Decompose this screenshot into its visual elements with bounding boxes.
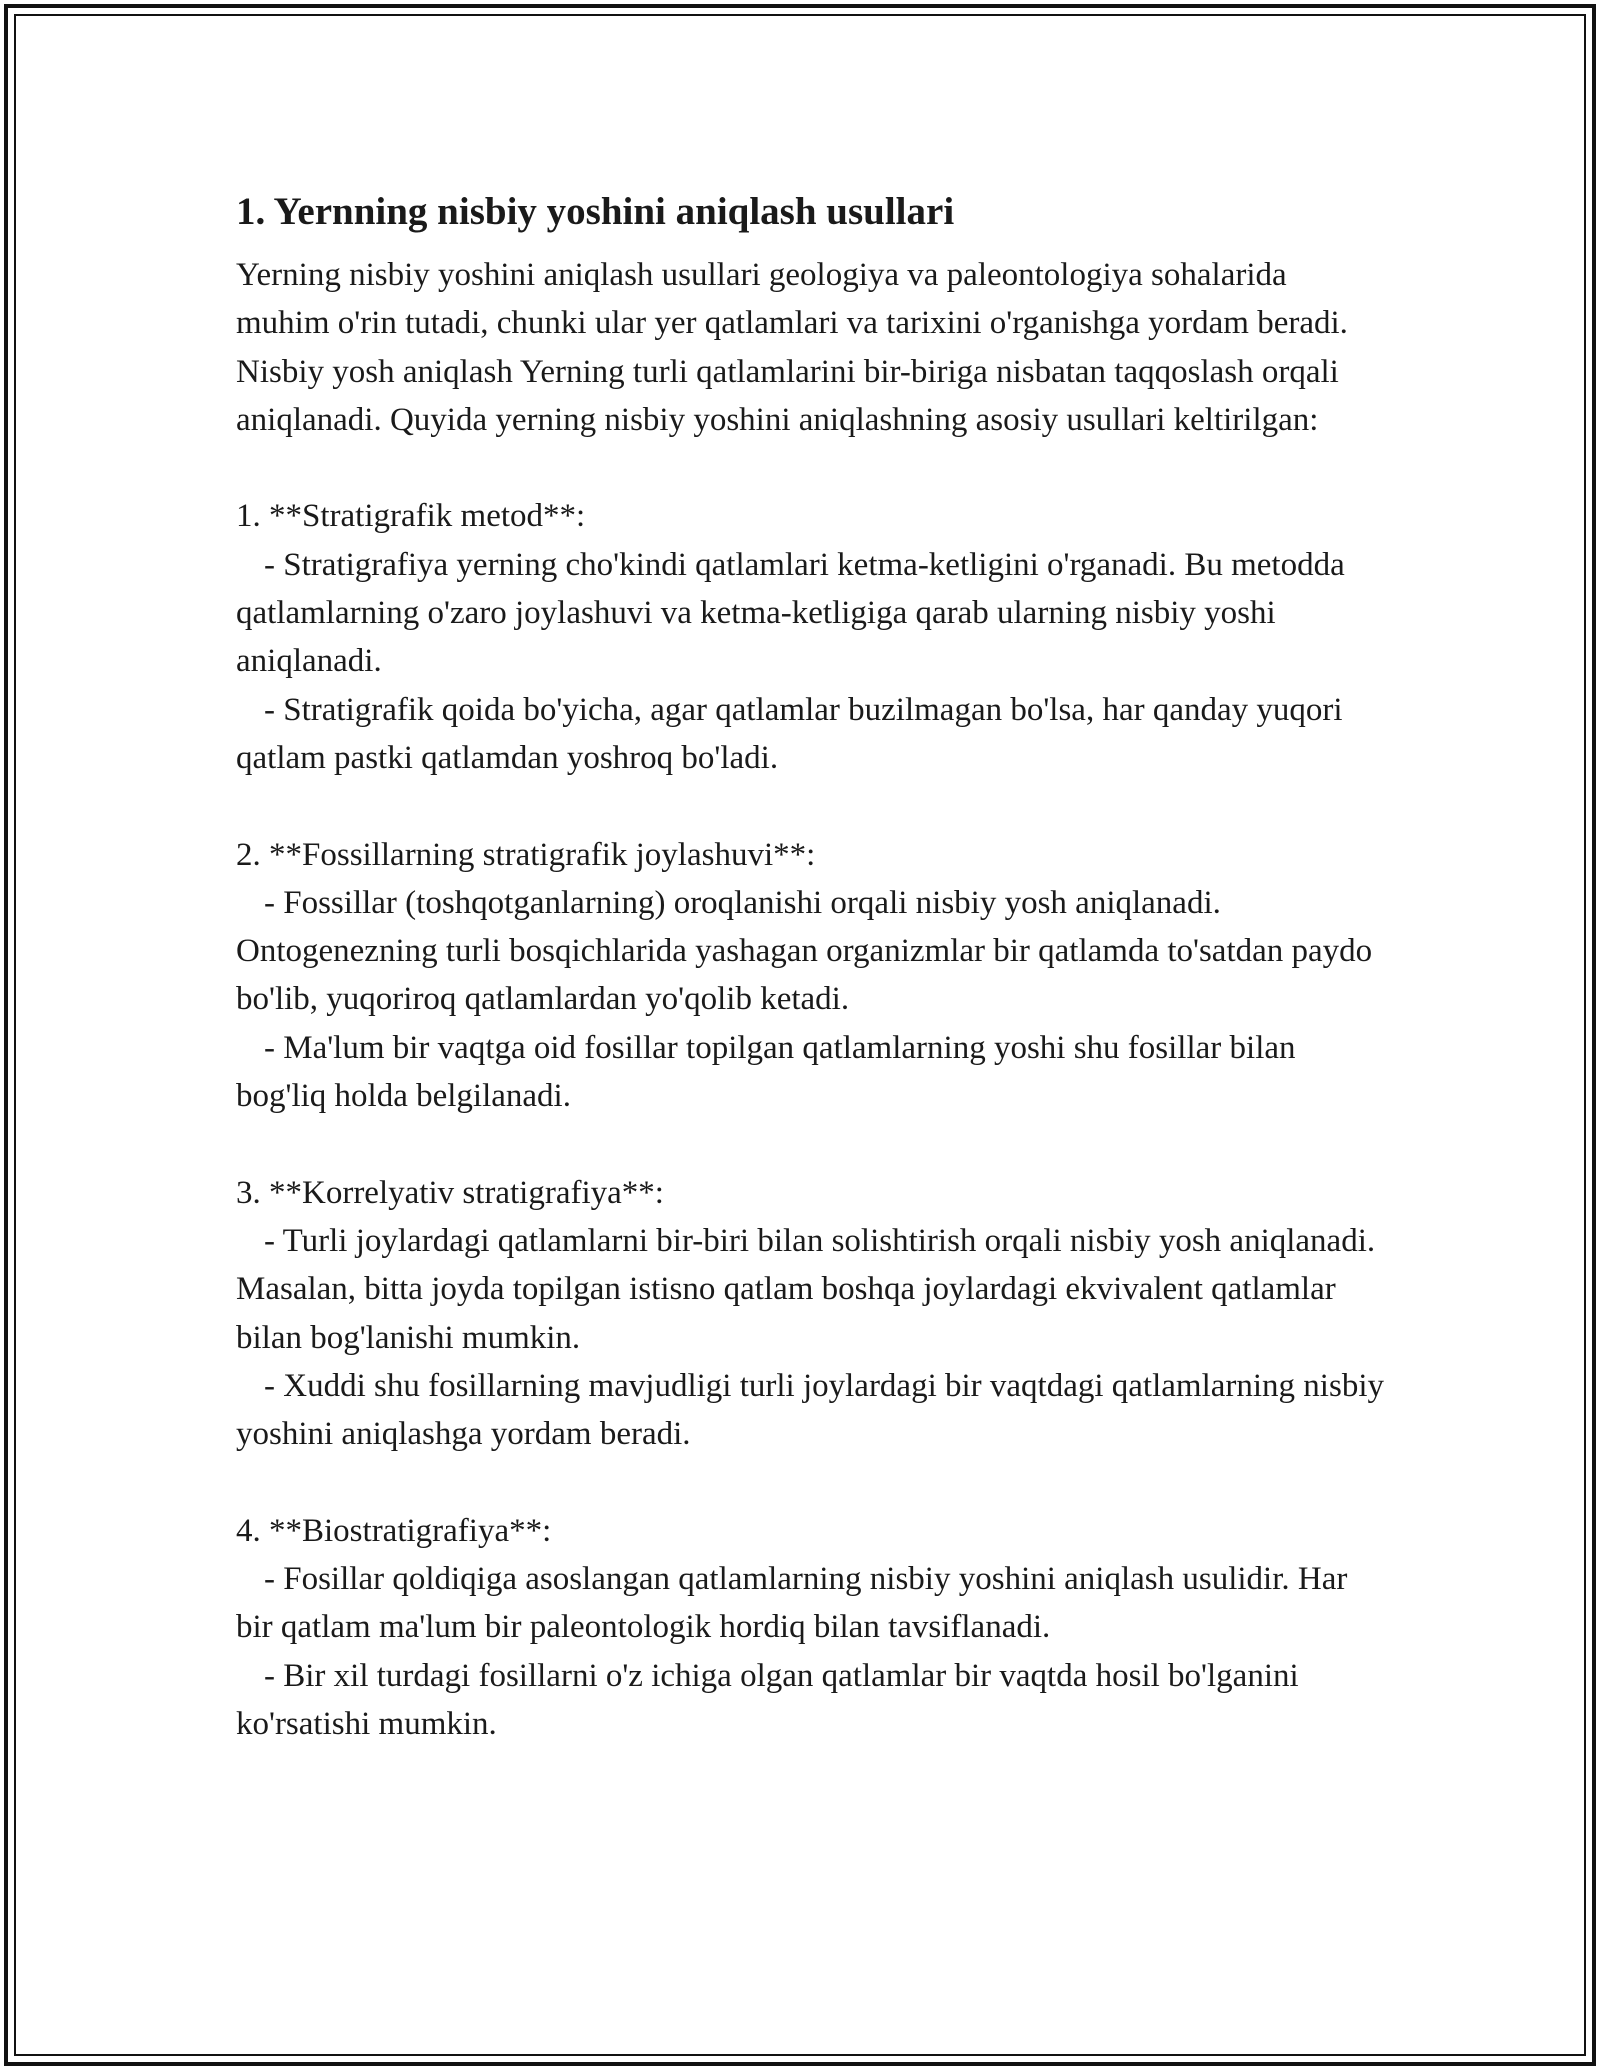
section-bullet: - Stratigrafiya yerning cho'kindi qatlamlari ketma-ketligini o'rganadi. Bu metodda qatlamlarning o'zaro joylashuvi va ketma-ketligiga qarab ularning nisbiy yoshi aniqlanadi.: [236, 546, 1345, 680]
section-fossil-placement: [236, 831, 1386, 1121]
section-heading: 1. **Stratigrafik metod**:: [236, 498, 586, 535]
intro-paragraph: Yerning nisbiy yoshini aniqlash usullari geologiya va paleontologiya sohalarida muhim o'rin tutadi, chunki ular yer qatlamlari va tarixini o'rganishga yordam beradi. Nisbiy yosh aniqlash Yerning turli qatlamlarini bir-biriga nisbatan taqqoslash orqali aniqlanadi. Quyida yerning nisbiy yoshini aniqlashning asosiy usullari keltirilgan:: [236, 257, 1348, 438]
section-stratigraphic-method: [236, 492, 1386, 782]
section-bullet: - Turli joylardagi qatlamlarni bir-biri bilan solishtirish orqali nisbiy yosh aniqlanadi. Masalan, bitta joyda topilgan istisno qatlam boshqa joylardagi ekvivalent qatlamlar bilan bog'lanishi mumkin.: [236, 1222, 1376, 1356]
section-bullet: - Bir xil turdagi fosillarni o'z ichiga olgan qatlamlar bir vaqtda hosil bo'lganini ko'rsatishi mumkin.: [236, 1657, 1299, 1742]
section-bullet: - Fosillar qoldiqiga asoslangan qatlamlarning nisbiy yoshini aniqlash usulidir. Har bir qatlam ma'lum bir paleontologik hordiq bilan tavsiflanadi.: [236, 1561, 1348, 1646]
document-body: [236, 188, 1386, 1748]
section-heading: 4. **Biostratigrafiya**:: [236, 1512, 552, 1549]
section-heading: 2. **Fossillarning stratigrafik joylashuvi**:: [236, 836, 816, 873]
section-bullet: - Xuddi shu fosillarning mavjudligi turli joylardagi bir vaqtdagi qatlamlarning nisbiy yoshini aniqlashga yordam beradi.: [236, 1367, 1384, 1453]
section-bullet: - Stratigrafik qoida bo'yicha, agar qatlamlar buzilmagan bo'lsa, har qanday yuqori qatlam pastki qatlamdan yoshroq bo'ladi.: [236, 691, 1343, 776]
section-bullet: - Fossillar (toshqotganlarning) oroqlanishi orqali nisbiy yosh aniqlanadi. Ontogenezning turli bosqichlarida yashagan organizmlar bir qatlamda to'satdan paydo bo'lib, yuqoriroq qatlamlardan yo'qolib ketadi.: [236, 884, 1373, 1018]
section-heading: 3. **Korrelyativ stratigrafiya**:: [236, 1174, 664, 1211]
section-bullet: - Ma'lum bir vaqtga oid fosillar topilgan qatlamlarning yoshi shu fosillar bilan bog'liq holda belgilanadi.: [236, 1029, 1296, 1115]
section-correlative-stratigraphy: [236, 1169, 1386, 1459]
section-biostratigraphy: [236, 1507, 1386, 1748]
document-title: 1. Yernning nisbiy yoshini aniqlash usullari: [236, 190, 955, 233]
